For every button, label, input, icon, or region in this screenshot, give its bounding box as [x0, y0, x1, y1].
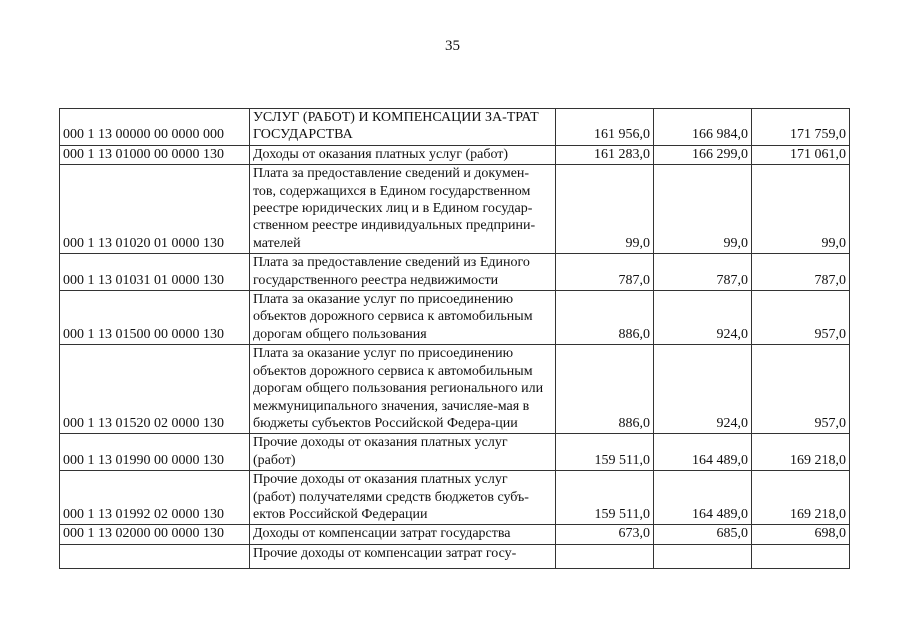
amount-year-2 [654, 544, 752, 568]
amount-year-3: 957,0 [752, 291, 850, 345]
amount-year-2: 166 984,0 [654, 109, 752, 146]
kbk-code: 000 1 13 00000 00 0000 000 [60, 109, 250, 146]
amount-year-2: 166 299,0 [654, 145, 752, 164]
amount-year-2: 164 489,0 [654, 471, 752, 525]
amount-year-2: 99,0 [654, 165, 752, 254]
kbk-code: 000 1 13 01020 01 0000 130 [60, 165, 250, 254]
revenue-name: Плата за оказание услуг по присоединению объектов дорожного сервиса к автомобильным дорогам общего пользования [250, 291, 556, 345]
amount-year-3 [752, 544, 850, 568]
amount-year-3: 171 061,0 [752, 145, 850, 164]
amount-year-2: 924,0 [654, 291, 752, 345]
kbk-code: 000 1 13 01500 00 0000 130 [60, 291, 250, 345]
amount-year-1 [556, 544, 654, 568]
table-row [60, 145, 850, 164]
table-row [60, 525, 850, 544]
kbk-code: 000 1 13 02000 00 0000 130 [60, 525, 250, 544]
revenue-name: Плата за предоставление сведений из Единого государственного реестра недвижимости [250, 254, 556, 291]
amount-year-2: 685,0 [654, 525, 752, 544]
kbk-code: 000 1 13 01000 00 0000 130 [60, 145, 250, 164]
amount-year-1: 159 511,0 [556, 471, 654, 525]
amount-year-3: 169 218,0 [752, 434, 850, 471]
amount-year-1: 787,0 [556, 254, 654, 291]
amount-year-1: 161 283,0 [556, 145, 654, 164]
amount-year-2: 787,0 [654, 254, 752, 291]
table-row [60, 291, 850, 345]
revenue-name: УСЛУГ (РАБОТ) И КОМПЕНСАЦИИ ЗА-ТРАТ ГОСУДАРСТВА [250, 109, 556, 146]
revenue-name: Доходы от компенсации затрат государства [250, 525, 556, 544]
revenue-name: Плата за предоставление сведений и докумен-тов, содержащихся в Едином государственном реестре юридических лиц и в Едином государ-ственном реестре индивидуальных предприни-мателей [250, 165, 556, 254]
amount-year-3: 99,0 [752, 165, 850, 254]
revenue-name: Доходы от оказания платных услуг (работ) [250, 145, 556, 164]
revenue-name: Прочие доходы от компенсации затрат госу- [250, 544, 556, 568]
amount-year-1: 99,0 [556, 165, 654, 254]
table-row [60, 345, 850, 434]
table-row [60, 471, 850, 525]
amount-year-1: 886,0 [556, 291, 654, 345]
amount-year-1: 886,0 [556, 345, 654, 434]
amount-year-3: 169 218,0 [752, 471, 850, 525]
kbk-code [60, 544, 250, 568]
budget-revenue-table [59, 108, 850, 569]
page-number: 35 [445, 38, 460, 54]
table-row [60, 165, 850, 254]
table-row [60, 254, 850, 291]
amount-year-3: 957,0 [752, 345, 850, 434]
table-row [60, 544, 850, 568]
amount-year-1: 161 956,0 [556, 109, 654, 146]
amount-year-3: 787,0 [752, 254, 850, 291]
revenue-name: Прочие доходы от оказания платных услуг (работ) получателями средств бюджетов субъ-ектов Российской Федерации [250, 471, 556, 525]
amount-year-3: 698,0 [752, 525, 850, 544]
kbk-code: 000 1 13 01990 00 0000 130 [60, 434, 250, 471]
revenue-name: Плата за оказание услуг по присоединению объектов дорожного сервиса к автомобильным дорогам общего пользования регионального или межмуниципального значения, зачисляе-мая в бюджеты субъектов Российской Федера-ции [250, 345, 556, 434]
kbk-code: 000 1 13 01520 02 0000 130 [60, 345, 250, 434]
revenue-name: Прочие доходы от оказания платных услуг (работ) [250, 434, 556, 471]
amount-year-1: 673,0 [556, 525, 654, 544]
kbk-code: 000 1 13 01992 02 0000 130 [60, 471, 250, 525]
amount-year-2: 924,0 [654, 345, 752, 434]
amount-year-1: 159 511,0 [556, 434, 654, 471]
amount-year-3: 171 759,0 [752, 109, 850, 146]
kbk-code: 000 1 13 01031 01 0000 130 [60, 254, 250, 291]
amount-year-2: 164 489,0 [654, 434, 752, 471]
table-row [60, 434, 850, 471]
table-row [60, 109, 850, 146]
